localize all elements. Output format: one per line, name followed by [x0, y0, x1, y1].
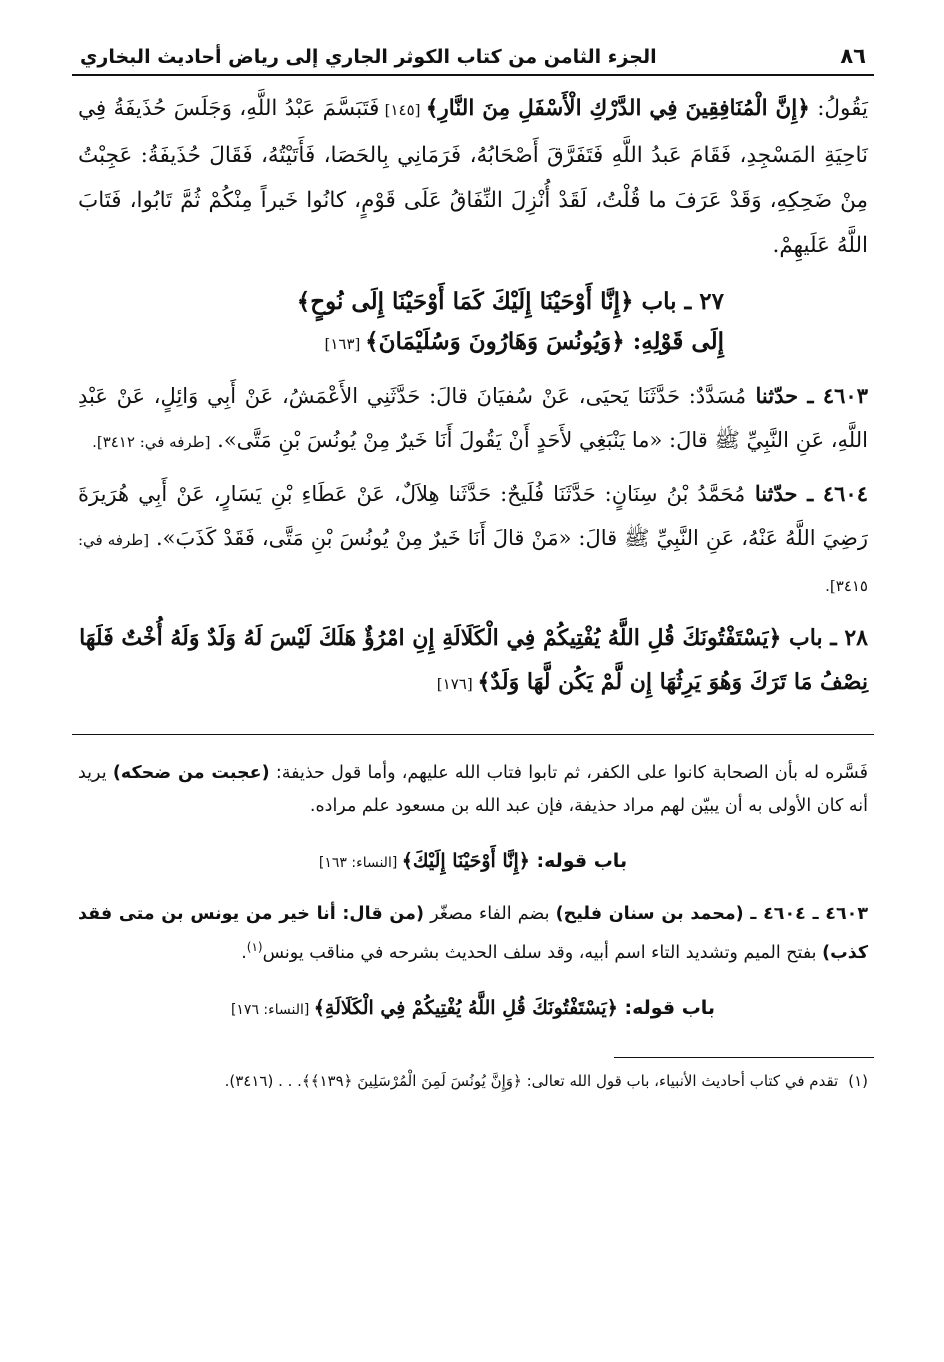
opening-pre: يَقُولُ: [809, 96, 869, 121]
hadith-4604-ref: [طرفه في: ٣٤١٥]. [78, 531, 868, 595]
heading-1-label: باب قوله: [529, 850, 628, 872]
hadith-4604-text: مُحَمَّدُ بْنُ سِنَانٍ: حَدَّثَنَا فُلَيحٌ: حَدَّثَنا هِلاَلٌ، عَنْ عَطَاءِ بْنِ يَسَارٍ، عَنْ أَبِي هُرَيرَةَ رَضِيَ اللَّهُ عَنْهُ، عَنِ النَّبِيِّ ﷺ قالَ: «مَنْ قالَ أَنَا خَيرٌ مِنْ يُونُسَ بْنِ مَتَّى، فَقَدْ كَذَبَ». [78, 482, 868, 550]
commentary-2-num: ٤٦٠٣ ـ ٤٦٠٤ ـ [743, 904, 869, 924]
footnote-marker: (١) [246, 940, 263, 954]
main-text-opening [78, 86, 868, 268]
commentary-section [78, 757, 868, 1027]
hadith-4604-label: ٤٦٠٤ ـ حدّثنا [745, 481, 868, 506]
heading-1-ref: [النساء: ١٦٣] [318, 855, 402, 871]
commentary-1-rest: يريد أنه كان الأولى به أن يبيّن لهم مراد حذيفة، فإن عبد الله بن مسعود علم مراده. [78, 763, 868, 816]
commentary-2-text1: بضم الفاء مصغّر [423, 904, 556, 924]
chapter-28-text: ٢٨ ـ باب ﴿يَسْتَفْتُونَكَ قُلِ اللَّهُ يُفْتِيكُمْ فِي الْكَلَالَةِ إِنِ امْرُؤٌ هَلَكَ لَيْسَ لَهُ وَلَدٌ وَلَهُ أُخْتٌ فَلَهَا نِصْفُ مَا تَرَكَ وَهُوَ يَرِثُهَا إِن لَّمْ يَكُن لَّهَا وَلَدٌ﴾ [79, 625, 868, 695]
opening-narrative: فَتَبَسَّمَ عَبْدُ اللَّهِ، وَجَلَسَ حُذَيفَةُ فِي نَاحِيَةِ المَسْجِدِ، فَقَامَ عَبدُ اللَّهِ فَتَفَرَّقَ أَصْحَابُهُ، فَرَمَانِي بِالحَصَا، فَأَتَيْتُهُ، فَقَالَ حُذَيفَةُ: عَجِبْتُ مِنْ ضَحِكِهِ، وَقَدْ عَرَفَ ما قُلْتُ، لَقَدْ أُنْزِلَ النِّفَاقُ عَلَى قَوْمٍ، كانُوا خَيراً مِنْكُمْ ثُمَّ تَابُوا، فَتَابَ اللَّهُ عَلَيهِمْ. [78, 96, 868, 258]
hadith-4603-ref: [طرفه في: ٣٤١٢]. [92, 433, 211, 451]
commentary-2-bold2: (من قال: أنا خير من يونس بن متى فقد كذب) [78, 904, 868, 963]
chapter-28-ref: [١٧٦] [436, 675, 478, 693]
page-number: ٨٦ [840, 44, 866, 68]
commentary-2-end: . [241, 942, 247, 963]
hadith-4603-text: مُسَدَّدٌ: حَدَّثَنَا يَحيَى، عَنْ سُفيَانَ قالَ: حَدَّثَنِي الأَعْمَشُ، عَنْ أَبِي وَائِلٍ، عَنْ عَبْدِ اللَّهِ، عَنِ النَّبِيِّ ﷺ قالَ: «ما يَنْبَغِي لأَحَدٍ أَنْ يَقُولَ أَنَا خَيرٌ مِنْ يُونُسَ بْنِ مَتَّى». [78, 384, 868, 452]
heading-2-ref: [النساء: ١٧٦] [230, 1001, 314, 1018]
chapter-28-title [78, 616, 868, 706]
commentary-1-bold: (عجبت من ضحكه) [112, 763, 270, 783]
commentary-separator [72, 734, 874, 735]
running-title: الجزء الثامن من كتاب الكوثر الجاري إلى رياض أحاديث البخاري [80, 46, 657, 68]
hadith-4603-label: ٤٦٠٣ ـ حدّثنا [746, 383, 868, 408]
commentary-paragraph-1 [78, 757, 868, 823]
chapter-27-line2-text: إِلَى قَوْلِهِ: ﴿وَيُونُسَ وَهَارُونَ وَسُلَيْمَانَ﴾ [365, 328, 724, 355]
commentary-2-text2: بفتح الميم وتشديد التاء اسم أبيه، وقد سلف الحديث بشرحه في مناقب يونس [262, 942, 823, 963]
commentary-heading-2 [78, 992, 868, 1027]
commentary-paragraph-2 [78, 898, 868, 970]
opening-paragraph [78, 86, 868, 268]
chapter-27-line1: ٢٧ ـ باب ﴿إِنَّا أَوْحَيْنَا إِلَيْكَ كَمَا أَوْحَيْنَا إِلَى نُوحٍ﴾ [296, 288, 724, 315]
commentary-1-text: فَسَّره له بأن الصحابة كانوا على الكفر، ثم تابوا فتاب الله عليهم، وأما قول حذيفة: [269, 763, 868, 783]
running-header [72, 44, 874, 76]
verse-ref: [١٤٥] [379, 101, 426, 119]
heading-2-label: باب قوله: [617, 996, 716, 1019]
hadith-4604 [78, 472, 868, 608]
footnote-text: تقدم في كتاب أحاديث الأنبياء، باب قول الله تعالى: [521, 1071, 839, 1090]
footnote [78, 1068, 868, 1094]
chapter-27-line2 [72, 322, 724, 364]
commentary-heading-1 [78, 845, 868, 880]
footnote-quran: ﴿وَإِنَّ يُونُسَ لَمِنَ الْمُرْسَلِينَ ﴿١٣٩﴾﴾ [301, 1071, 522, 1090]
chapter-27-title [72, 282, 874, 364]
footnote-separator [614, 1057, 874, 1058]
footnote-number: (١) [848, 1071, 868, 1090]
heading-2-quran: ﴿يَسْتَفْتُونَكَ قُلِ اللَّهُ يُفْتِيكُمْ فِي الْكَلَالَةِ﴾ [313, 996, 618, 1019]
commentary-2-bold1: (محمد بن سنان فليح) [555, 904, 744, 924]
heading-1-quran: ﴿إِنَّا أَوْحَيْنَا إِلَيْكَ﴾ [401, 850, 530, 872]
chapter-27-ref: [١٦٣] [324, 335, 366, 353]
hadith-4603 [78, 374, 868, 464]
quran-verse: ﴿إِنَّ الْمُنَافِقِينَ فِي الدَّرْكِ الْأَسْفَلِ مِنَ النَّارِ﴾ [425, 96, 810, 121]
footnote-ref: . . . (٣٤١٦). [224, 1071, 302, 1090]
